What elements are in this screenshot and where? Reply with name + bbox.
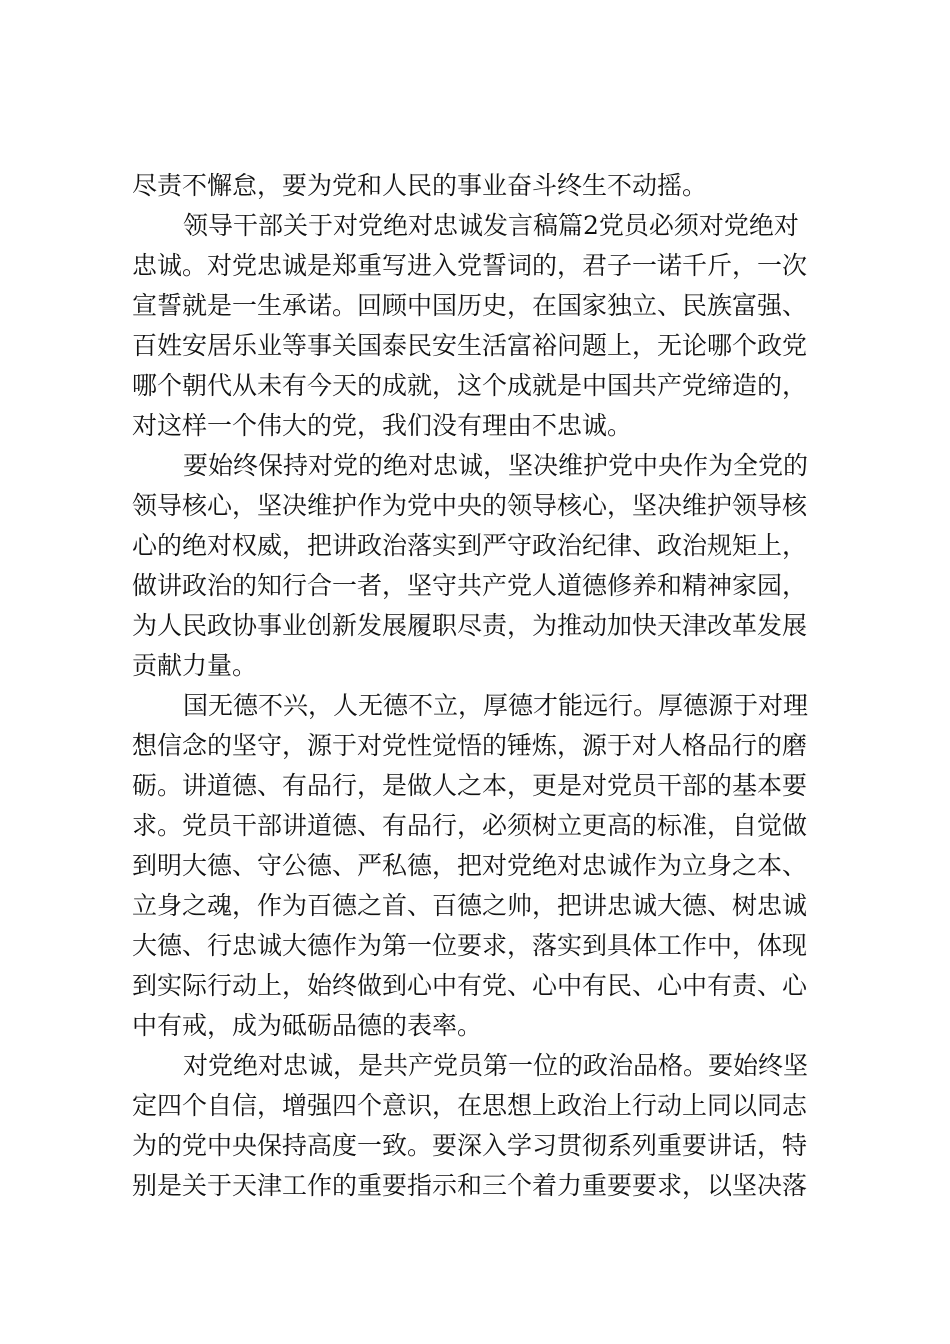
text-line: 别是关于天津工作的重要指示和三个着力重要要求，以坚决落 [132,1171,808,1200]
text-line: 立身之魂，作为百德之首、百德之帅，把讲忠诚大德、树忠诚 [132,891,808,920]
text-line: 砺。讲道德、有品行，是做人之本，更是对党员干部的基本要 [132,771,808,800]
text-line: 心的绝对权威，把讲政治落实到严守政治纪律、政治规矩上， [132,531,808,560]
text-line: 宣誓就是一生承诺。回顾中国历史，在国家独立、民族富强、 [132,291,808,320]
text-line: 到实际行动上，始终做到心中有党、心中有民、心中有责、心 [132,971,808,1000]
text-line: 大德、行忠诚大德作为第一位要求，落实到具体工作中，体现 [132,931,808,960]
text-line: 想信念的坚守，源于对党性觉悟的锤炼，源于对人格品行的磨 [132,731,808,760]
text-line: 哪个朝代从未有今天的成就，这个成就是中国共产党缔造的， [132,371,808,400]
text-line: 为人民政协事业创新发展履职尽责，为推动加快天津改革发展 [132,611,808,640]
text-line: 到明大德、守公德、严私德，把对党绝对忠诚作为立身之本、 [132,851,808,880]
text-line: 中有戒，成为砥砺品德的表率。 [132,1011,483,1040]
text-line: 忠诚。对党忠诚是郑重写进入党誓词的，君子一诺千斤，一次 [132,251,808,280]
text-line: 百姓安居乐业等事关国泰民安生活富裕问题上，无论哪个政党 [132,331,808,360]
text-line: 做讲政治的知行合一者，坚守共产党人道德修养和精神家园， [132,571,808,600]
text-line: 定四个自信，增强四个意识，在思想上政治上行动上同以同志 [132,1091,808,1120]
text-line: 领导核心，坚决维护作为党中央的领导核心，坚决维护领导核 [132,491,808,520]
paragraph-first-line: 要始终保持对党的绝对忠诚，坚决维护党中央作为全党的 [183,451,809,480]
text-line: 为的党中央保持高度一致。要深入学习贯彻系列重要讲话，特 [132,1131,808,1160]
text-line: 尽责不懈怠，要为党和人民的事业奋斗终生不动摇。 [132,171,708,200]
paragraph-first-line: 对党绝对忠诚，是共产党员第一位的政治品格。要始终坚 [183,1051,809,1080]
paragraph-first-line: 领导干部关于对党绝对忠诚发言稿篇2党员必须对党绝对 [183,211,799,240]
text-line: 贡献力量。 [132,651,258,680]
text-line: 对这样一个伟大的党，我们没有理由不忠诚。 [132,411,633,440]
text-line: 求。党员干部讲道德、有品行，必须树立更高的标准，自觉做 [132,811,808,840]
paragraph-first-line: 国无德不兴，人无德不立，厚德才能远行。厚德源于对理 [183,691,809,720]
